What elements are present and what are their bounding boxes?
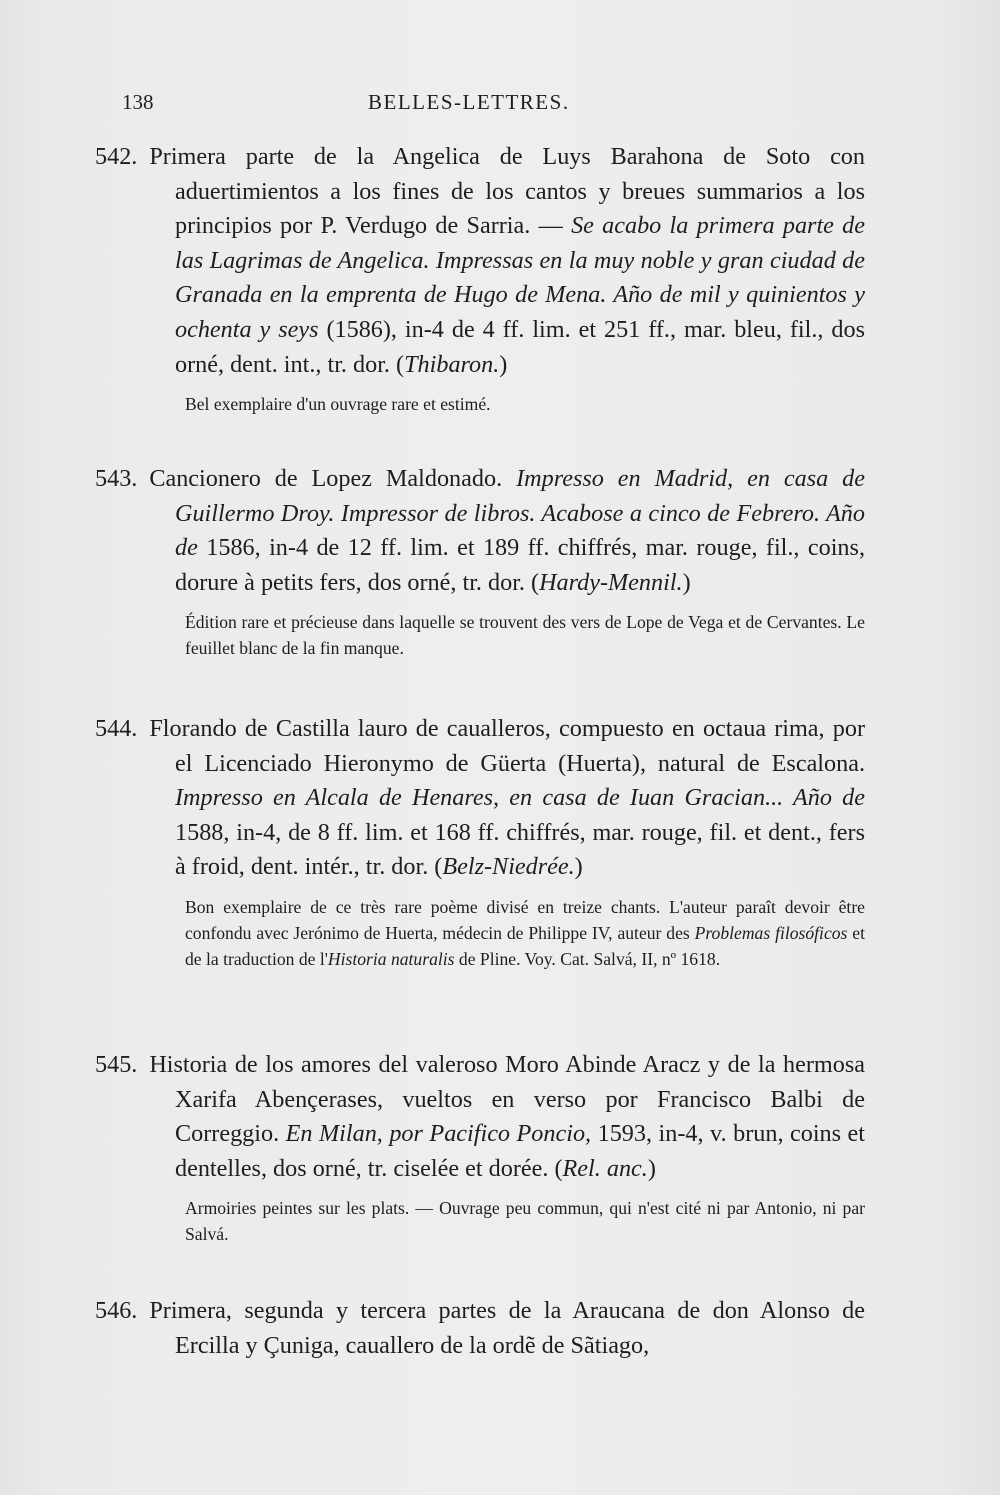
entry-title: Florando de Castilla lauro de caualleros, compuesto en octaua rima, por el Licenciado Hieronymo de Güerta (Huerta), natural de Escalona. [149, 715, 865, 777]
entry-note [185, 894, 865, 972]
entry-imprint: En Milan, por Pacifico Poncio, [285, 1120, 592, 1148]
entry-note: Bel exemplaire d'un ouvrage rare et estimé. [185, 394, 491, 415]
entry-text [95, 462, 866, 600]
running-title: BELLES-LETTRES. [368, 90, 570, 114]
entry-title: Cancionero de Lopez Maldonado. [149, 465, 503, 492]
entry-close: ) [499, 350, 508, 378]
entry-binder: Thibaron. [404, 350, 500, 378]
entry-number: 543. [95, 465, 138, 492]
catalog-entry-544 [95, 712, 865, 972]
entry-imprint: Impresso en Madrid, en casa de Guillermo Droy. Impressor de libros. Acabose a cinco de Febrero. Año de [175, 465, 866, 562]
entry-binder: Belz-Niedrée. [442, 853, 575, 881]
note-text: et de la traduction de l' [185, 922, 865, 969]
entry-imprint: Impresso en Alcala de Henares, en casa de Iuan Gracian... Año de [175, 784, 865, 812]
catalog-entry-545 [95, 1048, 866, 1247]
note-title-italic: Problemas filosóficos [694, 922, 848, 943]
entry-close: ) [647, 1154, 656, 1182]
entry-text [95, 1294, 865, 1363]
entry-binder: Hardy-Mennil. [539, 568, 683, 596]
entry-number: 545. [95, 1051, 138, 1078]
entry-number: 542. [95, 143, 138, 170]
catalog-entry-542 [95, 140, 866, 417]
entry-imprint: Se acabo la primera parte de las Lagrimas de Angelica. Impressas en la muy noble y gran ciudad de Granada en la emprenta de Hugo de Mena. Año de mil y quinientos y ochenta y seys [175, 212, 866, 343]
entry-note: Édition rare et précieuse dans laquelle se trouvent des vers de Lope de Vega et de Cervantes. Le feuillet blanc de la fin manque. [185, 612, 865, 659]
entry-description: 1588, in-4, de 8 ff. lim. et 168 ff. chiffrés, mar. rouge, fil. et dent., fers à froid, dent. intér., tr. dor. ( [175, 818, 865, 881]
entry-title: Primera parte de la Angelica de Luys Barahona de Soto con aduertimientos a los fines de los cantos y breues summarios a los principios por P. Verdugo de Sarria. — [149, 143, 865, 240]
running-header [120, 90, 880, 120]
entry-text [95, 712, 865, 885]
entry-description: 1586, in-4 de 12 ff. lim. et 189 ff. chiffrés, mar. rouge, fil., coins, dorure à petits fers, dos orné, tr. dor. ( [175, 534, 865, 596]
entry-close: ) [682, 568, 691, 596]
page-number: 138 [122, 90, 154, 114]
entry-close: ) [574, 853, 583, 881]
entry-description: (1586), in-4 de 4 ff. lim. et 251 ff., mar. bleu, fil., dos orné, dent. int., tr. dor. ( [175, 315, 865, 378]
entry-title: Primera, segunda y tercera partes de la Araucana de don Alonso de Ercilla y Çuniga, cauallero de la ordẽ de Sãtiago, [149, 1297, 865, 1359]
entry-title: Historia de los amores del valeroso Moro Abinde Aracz y de la hermosa Xarifa Abençerases, vueltos en verso por Francisco Balbi de Correggio. [149, 1051, 865, 1148]
entry-text [95, 140, 866, 382]
entry-description: 1593, in-4, v. brun, coins et dentelles, dos orné, tr. ciselée et dorée. ( [175, 1120, 866, 1182]
entry-note: Armoiries peintes sur les plats. — Ouvrage peu commun, qui n'est cité ni par Antonio, ni par Salvá. [185, 1198, 865, 1245]
entry-number: 544. [95, 715, 138, 742]
entry-binder: Rel. anc. [562, 1154, 648, 1182]
note-text: Bon exemplaire de ce très rare poème divisé en treize chants. L'auteur paraît devoir être confondu avec Jerónimo de Huerta, médecin de Philippe IV, auteur des [185, 896, 865, 943]
note-title-italic: Historia naturalis [327, 948, 455, 969]
entry-text [95, 1048, 866, 1186]
entry-number: 546. [95, 1297, 138, 1324]
note-text: de Pline. Voy. Cat. Salvá, II, nº 1618. [454, 948, 721, 969]
catalog-entry-546 [95, 1294, 865, 1363]
catalog-entry-543 [95, 462, 866, 661]
